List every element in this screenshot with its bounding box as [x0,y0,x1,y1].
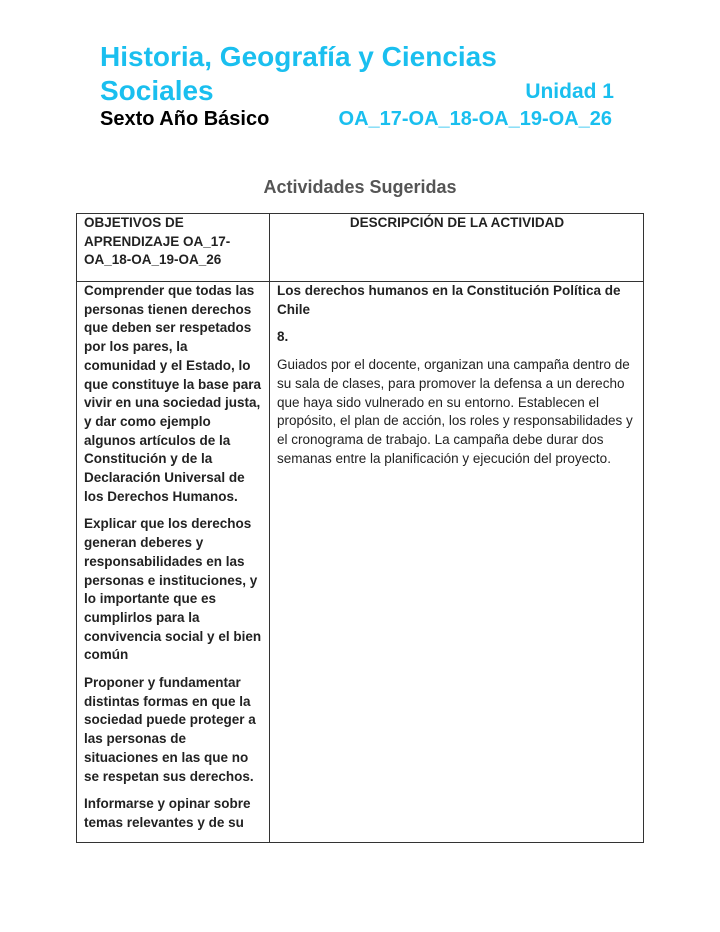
grade-label: Sexto Año Básico [100,108,270,130]
activity-text: Guiados por el docente, organizan una campaña dentro de su sala de clases, para promover la defensa a un derecho que haya sido vulnerado en su entorno. Establecen el propósito, el plan de acción, los roles y responsabilidades y el cronograma de trabajo. La campaña debe durar dos semanas entre la planificación y ejecución del proyecto. [277,357,633,466]
objective-item: Informarse y opinar sobre temas relevantes y de su [84,796,251,830]
objective-item: Proponer y fundamentar distintas formas en que la sociedad puede proteger a las personas de situaciones en las que no se respetan sus derechos. [84,675,256,784]
document-title: Historia, Geografía y Ciencias Sociales [100,41,497,106]
activities-table [76,213,644,843]
description-cell [270,282,644,843]
oa-codes: OA_17-OA_18-OA_19-OA_26 [338,108,612,130]
objective-item: Explicar que los derechos generan deberes y responsabilidades en las personas e instituciones, y lo importante que es cumplirlos para la convivencia social y el bien común [84,516,262,663]
unit-label: Unidad 1 [525,80,614,103]
objective-item: Comprender que todas las personas tienen derechos que deben ser respetados por los pares, la comunidad y el Estado, lo que constituye la base para vivir en una sociedad justa, y dar como ejemplo algunos artículos de la Constitución y de la Declaración Universal de los Derechos Humanos. [84,283,262,504]
activity-title: Los derechos humanos en la Constitución Política de Chile [277,283,621,317]
section-subtitle: Actividades Sugeridas [263,177,457,197]
activity-number: 8. [277,329,289,345]
description-header: DESCRIPCIÓN DE LA ACTIVIDAD [270,214,644,282]
objectives-header: OBJETIVOS DE APRENDIZAJE OA_17-OA_18-OA_19-OA_26 [77,214,270,282]
objectives-cell [77,282,270,843]
